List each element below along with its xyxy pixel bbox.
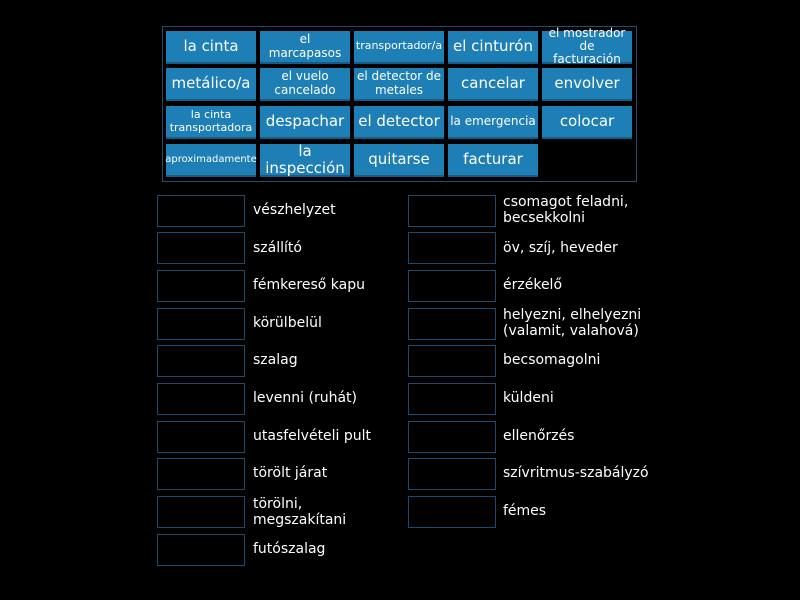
tile-facturar[interactable]: facturar — [448, 144, 538, 177]
clue-right-5: becsomagolni — [503, 352, 601, 368]
tile-despachar[interactable]: despachar — [260, 106, 350, 139]
drop-slot-right-8[interactable] — [408, 458, 496, 490]
tile-el-detector-de-metales[interactable]: el detector de metales — [354, 68, 444, 101]
tile-envolver[interactable]: envolver — [542, 68, 632, 101]
drop-slot-right-4[interactable] — [408, 308, 496, 340]
drop-slot-left-1[interactable] — [157, 195, 245, 227]
clue-left-6: levenni (ruhát) — [253, 390, 357, 406]
clue-right-4: helyezni, elhelyezni (valamit, valahová) — [503, 307, 642, 339]
clue-right-6: küldeni — [503, 390, 554, 406]
clue-right-1: csomagot feladni, becsekkolni — [503, 194, 629, 226]
clue-right-9: fémes — [503, 503, 547, 519]
drop-slot-left-2[interactable] — [157, 232, 245, 264]
tile-la-emergencia[interactable]: la emergencia — [448, 106, 538, 139]
drop-slot-right-7[interactable] — [408, 421, 496, 453]
clue-left-3: fémkereső kapu — [253, 277, 365, 293]
drop-slot-right-9[interactable] — [408, 496, 496, 528]
tile-quitarse[interactable]: quitarse — [354, 144, 444, 177]
clue-right-8: szívritmus-szabályzó — [503, 465, 649, 481]
clue-left-7: utasfelvételi pult — [253, 428, 372, 444]
drop-slot-right-3[interactable] — [408, 270, 496, 302]
clue-left-10: futószalag — [253, 541, 326, 557]
clue-left-9: törölni, megszakítani — [253, 496, 347, 528]
drop-slot-left-6[interactable] — [157, 383, 245, 415]
clue-left-1: vészhelyzet — [253, 202, 336, 218]
tile-la-inspeccion[interactable]: la inspección — [260, 144, 350, 177]
drop-slot-right-6[interactable] — [408, 383, 496, 415]
tile-la-cinta-transportadora[interactable]: la cinta transportadora — [166, 106, 256, 139]
drop-slot-left-4[interactable] — [157, 308, 245, 340]
drop-slot-left-3[interactable] — [157, 270, 245, 302]
drop-slot-right-5[interactable] — [408, 345, 496, 377]
clue-right-3: érzékelő — [503, 277, 563, 293]
tile-el-vuelo-cancelado[interactable]: el vuelo cancelado — [260, 68, 350, 101]
clue-left-5: szalag — [253, 352, 298, 368]
tile-el-mostrador[interactable]: el mostrador de facturación — [542, 31, 632, 64]
drop-slot-left-7[interactable] — [157, 421, 245, 453]
clue-left-2: szállító — [253, 240, 302, 256]
tile-el-marcapasos[interactable]: el marcapasos — [260, 31, 350, 64]
drop-slot-left-10[interactable] — [157, 534, 245, 566]
drop-slot-left-5[interactable] — [157, 345, 245, 377]
tile-transportador[interactable]: transportador/a — [354, 31, 444, 64]
tile-cancelar[interactable]: cancelar — [448, 68, 538, 101]
tile-metalico[interactable]: metálico/a — [166, 68, 256, 101]
clue-right-7: ellenőrzés — [503, 428, 575, 444]
clue-left-8: törölt járat — [253, 465, 328, 481]
tile-aproximadamente[interactable]: aproximadamente — [166, 144, 256, 177]
tile-el-detector[interactable]: el detector — [354, 106, 444, 139]
drop-slot-left-9[interactable] — [157, 496, 245, 528]
tile-el-cinturon[interactable]: el cinturón — [448, 31, 538, 64]
drop-slot-right-1[interactable] — [408, 195, 496, 227]
drop-slot-right-2[interactable] — [408, 232, 496, 264]
clue-right-2: öv, szíj, heveder — [503, 240, 618, 256]
tile-colocar[interactable]: colocar — [542, 106, 632, 139]
clue-left-4: körülbelül — [253, 315, 322, 331]
drop-slot-left-8[interactable] — [157, 458, 245, 490]
tile-la-cinta[interactable]: la cinta — [166, 31, 256, 64]
